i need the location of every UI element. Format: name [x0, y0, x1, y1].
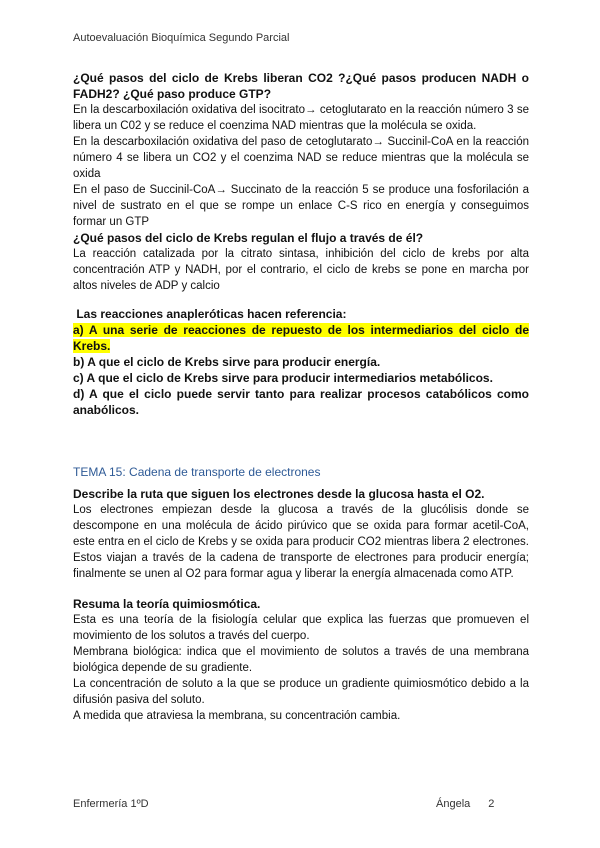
- paragraph-chemiosmotic-2: Membrana biológica: indica que el movimiento de solutos a través de una membrana biológica depende de su gradiente.: [73, 646, 529, 674]
- footer-group: Enfermería 1ºD: [73, 798, 149, 810]
- mcq-option-b: b) A que el ciclo de Krebs sirve para producir energía.: [73, 355, 381, 369]
- page-header: Autoevaluación Bioquímica Segundo Parcial: [73, 32, 290, 44]
- document-body: [73, 70, 529, 724]
- highlighted-answer: a) A una serie de reacciones de repuesto de los intermediarios del ciclo de Krebs.: [73, 323, 529, 353]
- paragraph-chemiosmotic-4: A medida que atraviesa la membrana, su concentración cambia.: [73, 710, 401, 722]
- question-electron-route: Describe la ruta que siguen los electrones desde la glucosa hasta el O2.: [73, 487, 485, 501]
- question-krebs-regulation: ¿Qué pasos del ciclo de Krebs regulan el flujo a través de él?: [73, 231, 424, 245]
- paragraph-isocitrato: En la descarboxilación oxidativa del isocitrato→ cetoglutarato en la reacción número 3 se libera un C02 y se reduce el coenzima NAD mientras que la molécula se oxida.: [73, 104, 529, 132]
- section-heading-tema-15: TEMA 15: Cadena de transporte de electrones: [73, 465, 321, 479]
- mcq-option-d: d) A que el ciclo puede servir tanto para realizar procesos catabólicos como anabólicos.: [73, 387, 529, 417]
- paragraph-succinil: En el paso de Succinil-CoA→ Succinato de la reacción 5 se produce una fosforilación a nivel de sustrato en el que se rompe un enlace C-S rico en energía y conseguimos formar un GTP: [73, 184, 529, 228]
- mcq-option-c: c) A que el ciclo de Krebs sirve para producir intermediarios metabólicos.: [73, 371, 493, 385]
- footer-author-page: [436, 798, 494, 810]
- paragraph-chemiosmotic-1: Esta es una teoría de la fisiología celular que explica las fuerzas que promueven el movimiento de los solutos a través del cuerpo.: [73, 614, 529, 642]
- paragraph-electron-route: Los electrones empiezan desde la glucosa a través de la glucólisis donde se descompone en una molécula de ácido pirúvico que se oxida para formar acetil-CoA, este entra en el ciclo de Krebs y se oxida para producir CO2 mientras libera 2 electrones. Estos viajan a través de la cadena de transporte de electrones para producir energía; finalmente se unen al O2 para formar agua y liberar la energía almacenada como ATP.: [73, 504, 529, 580]
- page-number: 2: [488, 798, 495, 810]
- question-chemiosmotic: Resuma la teoría quimiosmótica.: [73, 597, 261, 611]
- paragraph-chemiosmotic-3: La concentración de soluto a la que se produce un gradiente quimiosmótico debido a la difusión pasiva del soluto.: [73, 678, 529, 706]
- paragraph-cetoglutarato: En la descarboxilación oxidativa del paso de cetoglutarato→ Succinil-CoA en la reacción número 4 se libera un CO2 y el coenzima NAD se reduce mientras que la molécula se oxida: [73, 136, 529, 180]
- footer-author: Ángela: [436, 798, 471, 810]
- question-krebs-co2: ¿Qué pasos del ciclo de Krebs liberan CO2 ?¿Qué pasos producen NADH o FADH2? ¿Qué paso produce GTP?: [73, 71, 529, 101]
- mcq-option-a: [73, 322, 529, 354]
- multiple-choice-question: [73, 306, 529, 418]
- paragraph-regulation: La reacción catalizada por la citrato sintasa, inhibición del ciclo de krebs por alta concentración ATP y NADH, por el contrario, el ciclo de krebs se pone en marcha por altos niveles de ADP y calcio: [73, 248, 529, 292]
- mcq-question: Las reacciones anapleróticas hacen referencia:: [73, 307, 347, 321]
